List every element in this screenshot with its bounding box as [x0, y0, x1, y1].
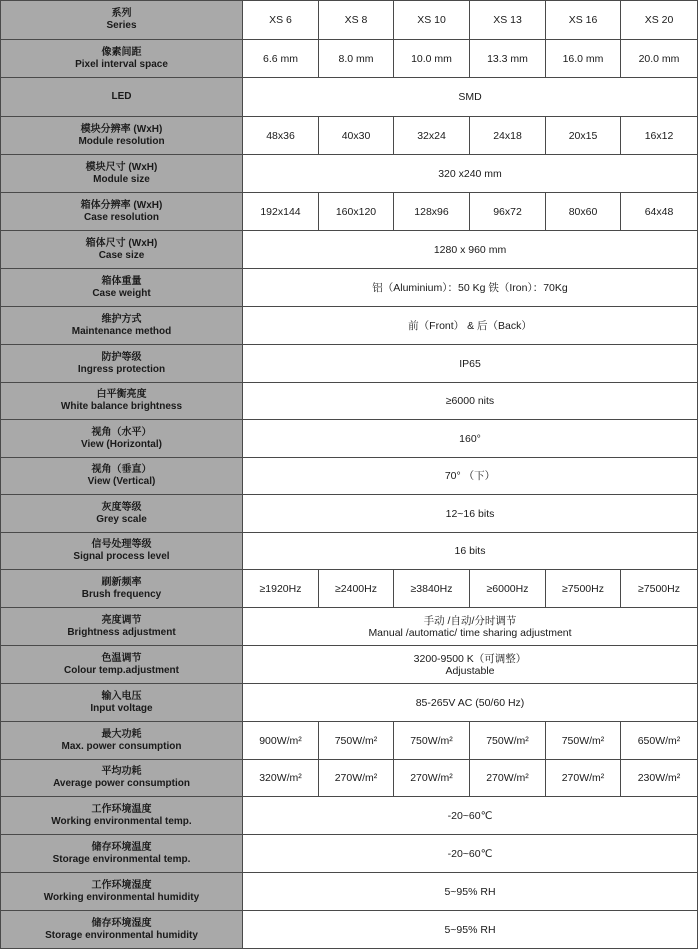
spec-value-ingress: [243, 345, 698, 383]
label-english: Max. power consumption: [61, 740, 182, 752]
spec-row-led: [1, 78, 698, 117]
label-english: Module resolution: [78, 135, 165, 147]
spec-value-cell: ≥7500Hz: [546, 570, 621, 608]
spec-row-signal-process: [1, 533, 698, 570]
label-english: Pixel interval space: [75, 58, 168, 70]
spec-row-avg-power: [1, 760, 698, 797]
value-line: 手动 /自动/分时调节: [423, 614, 517, 627]
label-english: Brush frequency: [81, 588, 162, 600]
spec-row-view-h: [1, 420, 698, 458]
value-line: 12~16 bits: [445, 507, 495, 520]
label-chinese: 储存环境温度: [91, 841, 152, 853]
spec-value-cell: 650W/m²: [621, 722, 698, 760]
spec-label-led: [1, 78, 243, 117]
spec-label-module-resolution: [1, 117, 243, 155]
spec-value-cell: 750W/m²: [546, 722, 621, 760]
label-english: Case size: [98, 249, 145, 261]
label-english: Case weight: [92, 287, 151, 299]
label-english: White balance brightness: [60, 401, 183, 412]
spec-row-pixel-pitch: [1, 40, 698, 78]
spec-value-module-size: [243, 155, 698, 193]
label-english: Ingress protection: [77, 363, 166, 375]
spec-value-cell: 270W/m²: [546, 760, 621, 797]
spec-label-work-temp: [1, 797, 243, 835]
label-english: View (Vertical): [87, 476, 156, 487]
label-chinese: 工作环境温度: [91, 803, 152, 815]
spec-row-view-v: [1, 458, 698, 495]
value-line: 铝（Aluminium）：50 Kg 铁（Iron）：70Kg: [372, 281, 568, 294]
spec-table-body: [1, 1, 698, 949]
spec-label-brightness-adjust: [1, 608, 243, 646]
spec-value-cell: ≥3840Hz: [394, 570, 470, 608]
value-line-secondary: Adjustable: [445, 664, 495, 677]
model-header-cell: XS 13: [470, 1, 546, 40]
label-chinese: 输入电压: [101, 690, 142, 702]
value-line: SMD: [458, 91, 482, 103]
spec-value-storage-temp: [243, 835, 698, 873]
label-chinese: 模块分辨率 (WxH): [80, 123, 163, 135]
spec-value-cell: ≥2400Hz: [319, 570, 394, 608]
spec-label-ingress: [1, 345, 243, 383]
spec-value-brightness-adjust: [243, 608, 698, 646]
spec-label-brightness: [1, 383, 243, 420]
spec-row-refresh: [1, 570, 698, 608]
spec-value-cell: 128x96: [394, 193, 470, 231]
spec-value-case-weight: [243, 269, 698, 307]
spec-label-maintenance: [1, 307, 243, 345]
spec-row-ingress: [1, 345, 698, 383]
model-header-cell: XS 16: [546, 1, 621, 40]
label-chinese: 亮度调节: [101, 614, 142, 626]
label-english: Average power consumption: [53, 778, 190, 789]
spec-row-colour-temp: [1, 646, 698, 684]
spec-value-work-temp: [243, 797, 698, 835]
label-english: Working environmental humidity: [43, 891, 200, 903]
spec-value-view-h: [243, 420, 698, 458]
spec-value-maintenance: [243, 307, 698, 345]
spec-row-brightness: [1, 383, 698, 420]
value-line: 160°: [459, 432, 481, 445]
value-line: -20~60℃: [447, 847, 493, 860]
spec-value-cell: 20x15: [546, 117, 621, 155]
spec-value-cell: 40x30: [319, 117, 394, 155]
spec-value-cell: 750W/m²: [319, 722, 394, 760]
spec-label-view-v: [1, 458, 243, 495]
label-chinese: 视角（垂直）: [91, 464, 152, 475]
label-english: Maintenance method: [71, 325, 172, 337]
spec-row-max-power: [1, 722, 698, 760]
value-line: 3200-9500 K（可调整）: [413, 652, 527, 665]
label-english: Colour temp.adjustment: [63, 664, 179, 676]
spec-label-case-weight: [1, 269, 243, 307]
spec-value-grey-scale: [243, 495, 698, 533]
label-chinese: 平均功耗: [101, 766, 142, 777]
label-english: Signal process level: [73, 551, 170, 562]
label-chinese: 刷新频率: [101, 576, 142, 588]
value-line: 320 x240 mm: [438, 167, 502, 180]
spec-label-view-h: [1, 420, 243, 458]
label-chinese: 信号处理等级: [91, 539, 152, 550]
spec-label-case-resolution: [1, 193, 243, 231]
spec-label-module-size: [1, 155, 243, 193]
spec-label-max-power: [1, 722, 243, 760]
spec-value-cell: 10.0 mm: [394, 40, 470, 78]
spec-value-cell: 270W/m²: [394, 760, 470, 797]
spec-value-signal-process: [243, 533, 698, 570]
spec-label-grey-scale: [1, 495, 243, 533]
spec-value-cell: 192x144: [243, 193, 319, 231]
spec-value-cell: 13.3 mm: [470, 40, 546, 78]
spec-label-work-humidity: [1, 873, 243, 911]
label-english: Brightness adjustment: [67, 626, 176, 638]
label-english: Storage environmental temp.: [52, 853, 191, 865]
spec-label-signal-process: [1, 533, 243, 570]
spec-value-cell: 750W/m²: [470, 722, 546, 760]
label-chinese: 最大功耗: [101, 728, 142, 740]
value-line: 1280 x 960 mm: [433, 243, 507, 256]
label-chinese: 箱体尺寸 (WxH): [85, 237, 158, 249]
spec-value-cell: 80x60: [546, 193, 621, 231]
label-chinese: 系列: [111, 8, 132, 19]
model-header-cell: XS 20: [621, 1, 698, 40]
value-line: 5~95% RH: [444, 885, 496, 898]
spec-value-cell: 24x18: [470, 117, 546, 155]
label-english: Grey scale: [96, 513, 147, 525]
spec-value-cell: ≥1920Hz: [243, 570, 319, 608]
spec-value-brightness: [243, 383, 698, 420]
spec-value-cell: 32x24: [394, 117, 470, 155]
label-english: LED: [111, 91, 132, 102]
label-chinese: 箱体重量: [101, 275, 142, 287]
label-chinese: 工作环境湿度: [91, 879, 152, 891]
spec-value-cell: 270W/m²: [319, 760, 394, 797]
label-chinese: 模块尺寸 (WxH): [85, 161, 158, 173]
spec-label-colour-temp: [1, 646, 243, 684]
spec-value-led: [243, 78, 698, 117]
spec-value-cell: ≥6000Hz: [470, 570, 546, 608]
spec-value-cell: 750W/m²: [394, 722, 470, 760]
spec-value-cell: 900W/m²: [243, 722, 319, 760]
spec-value-colour-temp: [243, 646, 698, 684]
spec-label-series: [1, 1, 243, 40]
spec-value-cell: 8.0 mm: [319, 40, 394, 78]
spec-value-cell: 96x72: [470, 193, 546, 231]
spec-value-cell: 20.0 mm: [621, 40, 698, 78]
value-line-secondary: Manual /automatic/ time sharing adjustment: [368, 626, 572, 639]
spec-row-brightness-adjust: [1, 608, 698, 646]
value-line: 5~95% RH: [444, 923, 496, 936]
spec-value-cell: 16.0 mm: [546, 40, 621, 78]
value-line: ≥6000 nits: [445, 395, 495, 407]
spec-label-avg-power: [1, 760, 243, 797]
spec-row-storage-temp: [1, 835, 698, 873]
spec-label-input-voltage: [1, 684, 243, 722]
spec-row-work-humidity: [1, 873, 698, 911]
label-english: Case resolution: [83, 211, 160, 223]
spec-row-input-voltage: [1, 684, 698, 722]
model-header-cell: XS 10: [394, 1, 470, 40]
spec-value-cell: 64x48: [621, 193, 698, 231]
label-chinese: 灰度等级: [101, 501, 142, 513]
label-chinese: 视角（水平）: [91, 426, 152, 438]
value-line: 85-265V AC (50/60 Hz): [415, 696, 525, 709]
value-line: 16 bits: [454, 545, 486, 557]
spec-value-input-voltage: [243, 684, 698, 722]
spec-label-case-size: [1, 231, 243, 269]
value-line: 70° （下）: [444, 470, 496, 482]
spec-label-storage-temp: [1, 835, 243, 873]
spec-value-work-humidity: [243, 873, 698, 911]
spec-value-cell: 320W/m²: [243, 760, 319, 797]
spec-value-cell: 270W/m²: [470, 760, 546, 797]
label-chinese: 维护方式: [101, 313, 142, 325]
label-english: Series: [106, 20, 137, 31]
label-chinese: 防护等级: [101, 351, 142, 363]
label-english: Working environmental temp.: [51, 815, 192, 827]
spec-row-work-temp: [1, 797, 698, 835]
spec-row-case-weight: [1, 269, 698, 307]
spec-value-case-size: [243, 231, 698, 269]
label-english: Storage environmental humidity: [45, 929, 198, 941]
spec-value-cell: 230W/m²: [621, 760, 698, 797]
spec-row-module-resolution: [1, 117, 698, 155]
spec-value-view-v: [243, 458, 698, 495]
spec-row-case-resolution: [1, 193, 698, 231]
spec-label-refresh: [1, 570, 243, 608]
label-chinese: 像素间距: [101, 46, 142, 58]
value-line: -20~60℃: [447, 809, 493, 822]
label-english: Module size: [93, 173, 150, 185]
spec-label-pixel-pitch: [1, 40, 243, 78]
model-header-cell: XS 6: [243, 1, 319, 40]
spec-row-series: [1, 1, 698, 40]
spec-value-cell: 48x36: [243, 117, 319, 155]
spec-row-module-size: [1, 155, 698, 193]
value-line: 前（Front） & 后（Back）: [408, 319, 532, 332]
label-english: Input voltage: [90, 702, 153, 714]
spec-value-cell: 160x120: [319, 193, 394, 231]
label-english: View (Horizontal): [81, 438, 162, 450]
model-header-cell: XS 8: [319, 1, 394, 40]
spec-row-maintenance: [1, 307, 698, 345]
spec-row-case-size: [1, 231, 698, 269]
label-chinese: 白平衡亮度: [96, 389, 147, 400]
label-chinese: 箱体分辨率 (WxH): [80, 199, 163, 211]
value-line: IP65: [459, 357, 481, 370]
spec-row-grey-scale: [1, 495, 698, 533]
label-chinese: 储存环境湿度: [91, 917, 152, 929]
label-chinese: 色温调节: [101, 652, 142, 664]
spec-value-cell: 6.6 mm: [243, 40, 319, 78]
spec-value-cell: ≥7500Hz: [621, 570, 698, 608]
spec-value-cell: 16x12: [621, 117, 698, 155]
